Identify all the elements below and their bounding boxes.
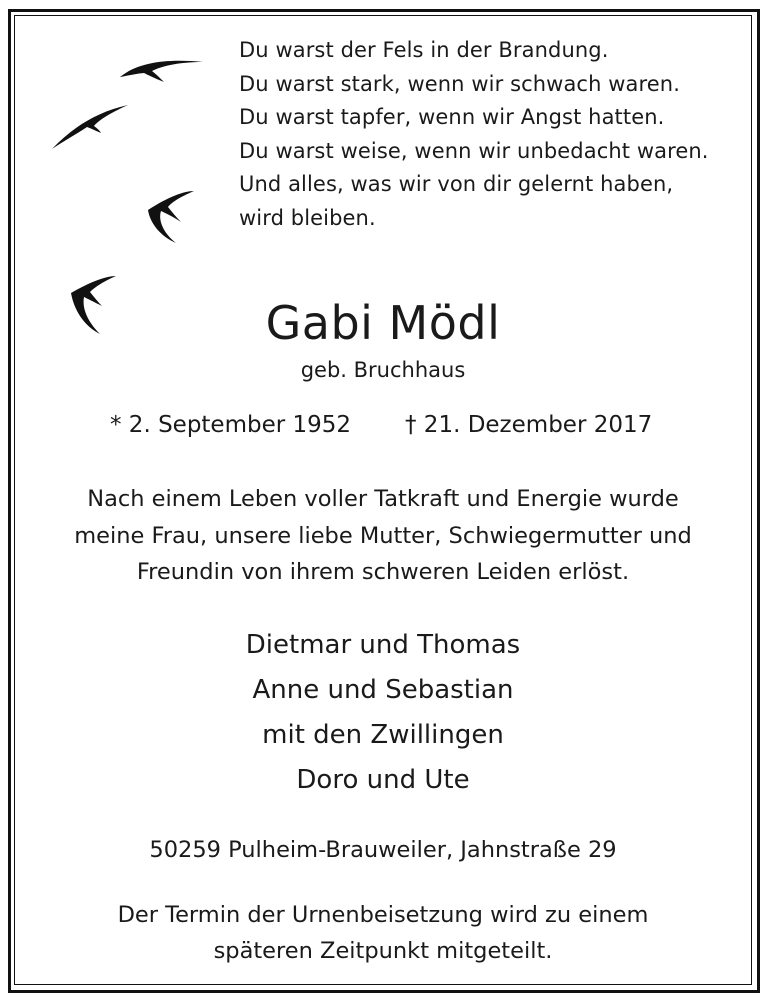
mourner-line: mit den Zwillingen — [262, 720, 504, 750]
mourner-line: Dietmar und Thomas — [245, 630, 521, 660]
death-date: † 21. Dezember 2017 — [405, 412, 653, 438]
birth-name: geb. Bruchhaus — [300, 358, 466, 382]
notice-line: späteren Zeitpunkt mitgeteilt. — [213, 938, 553, 964]
bird-icon — [120, 61, 203, 82]
bird-icon — [52, 105, 128, 149]
poem-line: Du warst der Fels in der Brandung. — [239, 38, 609, 62]
poem-line: Du warst weise, wenn wir unbedacht waren. — [239, 138, 709, 163]
mourner-line: Doro und Ute — [296, 765, 470, 795]
poem-line: Du warst tapfer, wenn wir Angst hatten. — [239, 105, 665, 129]
notice-line: Der Termin der Urnenbeisetzung wird zu einem — [117, 902, 649, 928]
mourners-list — [16, 623, 750, 803]
birth-date: * 2. September 1952 — [110, 412, 352, 438]
poem-line: Du warst stark, wenn wir schwach waren. — [239, 71, 680, 96]
burial-notice — [16, 897, 750, 969]
poem-line: Und alles, was wir von dir gelernt haben, — [239, 172, 674, 196]
mourner-line: Anne und Sebastian — [252, 675, 514, 705]
obituary-message — [16, 481, 750, 591]
deceased-name: Gabi Mödl — [265, 296, 501, 350]
poem — [239, 34, 739, 235]
bird-icon — [148, 191, 194, 243]
message-line: meine Frau, unsere liebe Mutter, Schwiegermutter und — [74, 522, 692, 549]
poem-line: wird bleiben. — [239, 205, 376, 230]
message-line: Nach einem Leben voller Tatkraft und Energie wurde — [87, 486, 679, 512]
address: 50259 Pulheim-Brauweiler, Jahnstraße 29 — [149, 837, 617, 863]
message-line: Freundin von ihrem schweren Leiden erlöst. — [136, 559, 630, 585]
